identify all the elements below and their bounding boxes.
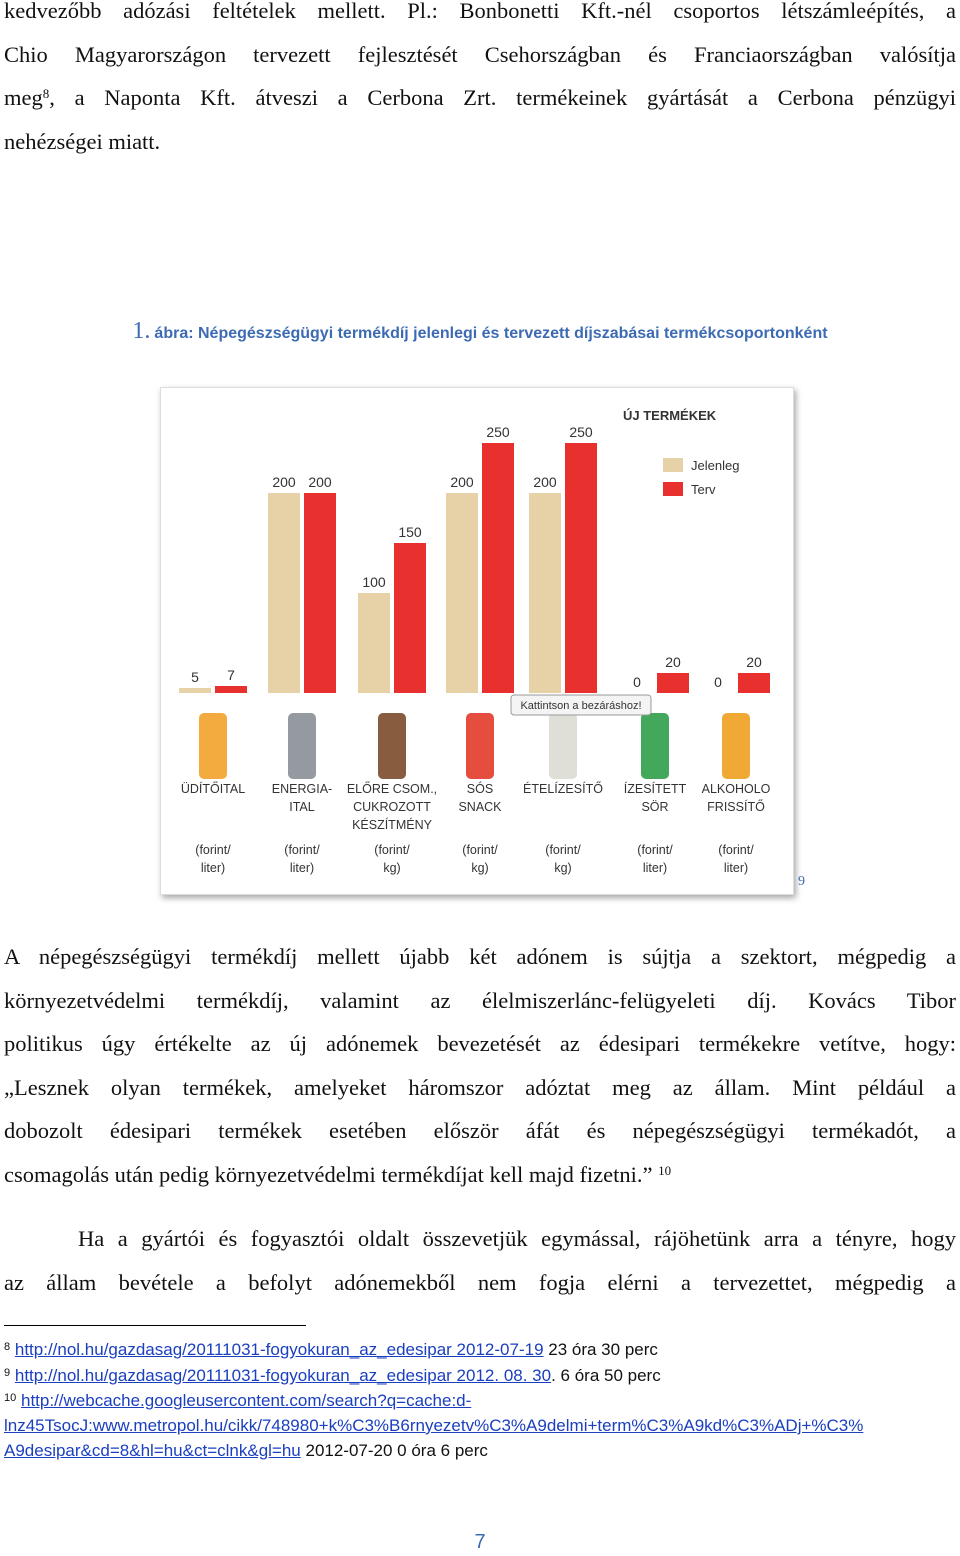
paragraph-line: „Lesznek olyan termékek, amelyeket háromszor adóztat meg az állam. Mint például a [4, 1074, 956, 1100]
bar-value-label: 5 [191, 669, 199, 685]
unit-label: (forint/ [637, 843, 673, 857]
footnote-text: 23 óra 30 perc [543, 1340, 658, 1359]
figure-footnote-ref[interactable]: 9 [798, 874, 805, 889]
bar-plan [215, 686, 247, 693]
bar-value-label: 0 [714, 674, 722, 690]
footnote-ref-10[interactable]: 10 [658, 1162, 672, 1178]
unit-label: liter) [723, 861, 749, 875]
category-label: ÜDÍTŐITAL [180, 782, 246, 796]
footnote-text: . 6 óra 50 perc [551, 1366, 661, 1385]
unit-label: (forint/ [718, 843, 754, 857]
footnote-link[interactable]: http://nol.hu/gazdasag/20111031-fogyokuran_az_edesipar 2012-07-19 [14, 1340, 544, 1359]
paragraph-line: az állam bevétele a befolyt adónemekből nem fogja elérni a tervezettet, mégpedig a [4, 1269, 956, 1295]
bottle-icon [722, 713, 750, 779]
footnote-10-cont [4, 1438, 488, 1463]
bar-value-label: 100 [362, 574, 386, 590]
bar-plan [394, 543, 426, 693]
bar-value-label: 200 [308, 474, 332, 490]
paragraph-line: környezetvédelmi termékdíj, valamint az élelmiszerlánc-felügyeleti díj. Kovács Tibor [4, 987, 956, 1013]
bar-value-label: 150 [398, 524, 422, 540]
unit-label: kg) [471, 861, 489, 875]
footnote-8 [4, 1337, 658, 1362]
bar-plan [657, 673, 689, 693]
footnote-number: 8 [4, 1341, 11, 1353]
footnote-link[interactable]: http://webcache.googleusercontent.com/search?q=cache:d- [20, 1391, 472, 1410]
figure-caption [0, 318, 960, 345]
bar-current [268, 493, 300, 693]
paragraph-line: dobozolt édesipari termékek esetében először áfát és népegészségügyi termékadót, a [4, 1118, 956, 1143]
paragraph-line: politikus úgy értékelte az új adónemek bevezetését az édesipari termékekre vetítve, hogy: [4, 1031, 956, 1056]
category-label: ENERGIA- [271, 782, 333, 796]
footnote-link[interactable]: A9desipar&cd=8&hl=hu&ct=clnk&gl=hu [4, 1441, 301, 1460]
bar-value-label: 250 [486, 424, 510, 440]
footnote-link[interactable]: lnz45TsocJ:www.metropol.hu/cikk/748980+k%C3%B6rnyezetv%C3%A9delmi+term%C3%A9kd%C3%ADj+%C3% [4, 1416, 864, 1435]
bar-plan [482, 443, 514, 693]
unit-label: liter) [642, 861, 668, 875]
legend-label-current: Jelenleg [691, 458, 740, 473]
bar-value-label: 20 [665, 654, 681, 670]
bar-current [358, 593, 390, 693]
category-label: SÓS [466, 782, 494, 796]
category-label: SNACK [458, 800, 502, 814]
chart-title: ÚJ TERMÉKEK [623, 408, 717, 423]
legend-swatch-current [663, 458, 683, 472]
paragraph-text: csomagolás után pedig környezetvédelmi termékdíjat kell majd fizetni.” [4, 1161, 653, 1187]
footnote-separator [4, 1325, 306, 1326]
paragraph-line: kedvezőbb adózási feltételek mellett. Pl.: Bonbonetti Kft.-nél csoportos létszámleépítés, a [4, 0, 956, 23]
bar-value-label: 0 [633, 674, 641, 690]
footnote-10-cont [4, 1413, 863, 1438]
unit-label: (forint/ [462, 843, 498, 857]
middle-paragraph [4, 935, 956, 1196]
category-label: ITAL [289, 800, 315, 814]
chart-figure [160, 387, 794, 895]
legend-swatch-plan [663, 482, 683, 496]
category-label: KÉSZÍTMÉNY [352, 818, 432, 832]
bar-plan [565, 443, 597, 693]
paragraph-line: A népegészségügyi termékdíj mellett újabb két adónem is sújtja a szektort, mégpedig a [4, 944, 956, 969]
category-label: SÖR [641, 800, 669, 814]
paragraph-text: meg [4, 85, 43, 110]
paragraph-line [4, 76, 956, 120]
bar-current [529, 493, 561, 693]
unit-label: kg) [383, 861, 401, 875]
legend-label-plan: Terv [691, 482, 716, 497]
beer-can-icon [641, 713, 669, 779]
caption-number: 1. [132, 318, 151, 344]
paragraph-line: Chio Magyarországon tervezett fejlesztését Csehországban és Franciaországban valósítja [4, 41, 956, 67]
seasoning-spoon-icon [549, 713, 577, 779]
category-label: ÉTELÍZESÍTŐ [523, 782, 603, 796]
unit-label: (forint/ [374, 843, 410, 857]
category-label: ÍZESÍTETT [623, 782, 687, 796]
unit-label: kg) [554, 861, 572, 875]
bar-plan [304, 493, 336, 693]
paragraph-line: nehézségei miatt. [4, 128, 161, 154]
bar-current [446, 493, 478, 693]
unit-label: (forint/ [195, 843, 231, 857]
energy-drink-can-icon [288, 713, 316, 779]
bar-value-label: 200 [450, 474, 474, 490]
footnote-9 [4, 1363, 661, 1388]
bar-plan [738, 673, 770, 693]
chips-bag-icon [466, 713, 494, 779]
top-paragraph [4, 0, 956, 163]
footnote-number: 10 [4, 1392, 17, 1404]
bar-value-label: 200 [272, 474, 296, 490]
category-label: CUKROZOTT [353, 800, 431, 814]
footnote-link[interactable]: http://nol.hu/gazdasag/20111031-fogyokuran_az_edesipar 2012. 08. 30 [14, 1366, 552, 1385]
unit-label: liter) [289, 861, 315, 875]
paragraph-text: , a Naponta Kft. átveszi a Cerbona Zrt. termékeinek gyártását a Cerbona pénzügyi [49, 85, 956, 110]
close-tooltip-text: Kattintson a bezáráshoz! [520, 700, 642, 712]
caption-text: ábra: Népegészségügyi termékdíj jelenlegi és tervezett díjszabásai termékcsoportonként [154, 325, 828, 342]
unit-label: (forint/ [545, 843, 581, 857]
bar-chart [161, 388, 793, 894]
category-label: ELŐRE CSOM., [346, 782, 438, 796]
bar-value-label: 20 [746, 654, 762, 670]
paragraph-line: Ha a gyártói és fogyasztói oldalt összevetjük egymással, rájöhetünk arra a tényre, hogy [78, 1226, 956, 1251]
footnote-ref-8[interactable]: 8 [42, 86, 50, 101]
soft-drink-icon [199, 713, 227, 779]
page-number: 7 [474, 1531, 486, 1553]
unit-label: liter) [200, 861, 226, 875]
category-label: FRISSÍTŐ [707, 800, 765, 814]
paragraph-line [4, 1153, 956, 1197]
unit-label: (forint/ [284, 843, 320, 857]
bottom-paragraph [4, 1217, 956, 1304]
footnote-text: 2012-07-20 0 óra 6 perc [300, 1441, 488, 1460]
bar-value-label: 250 [569, 424, 593, 440]
category-label: ALKOHOLO [701, 782, 771, 796]
bar-current [179, 688, 211, 693]
bar-value-label: 200 [533, 474, 557, 490]
footnote-10 [4, 1388, 471, 1413]
footnote-number: 9 [4, 1367, 11, 1379]
bar-value-label: 7 [227, 667, 235, 683]
chocolate-bar-icon [378, 713, 406, 779]
